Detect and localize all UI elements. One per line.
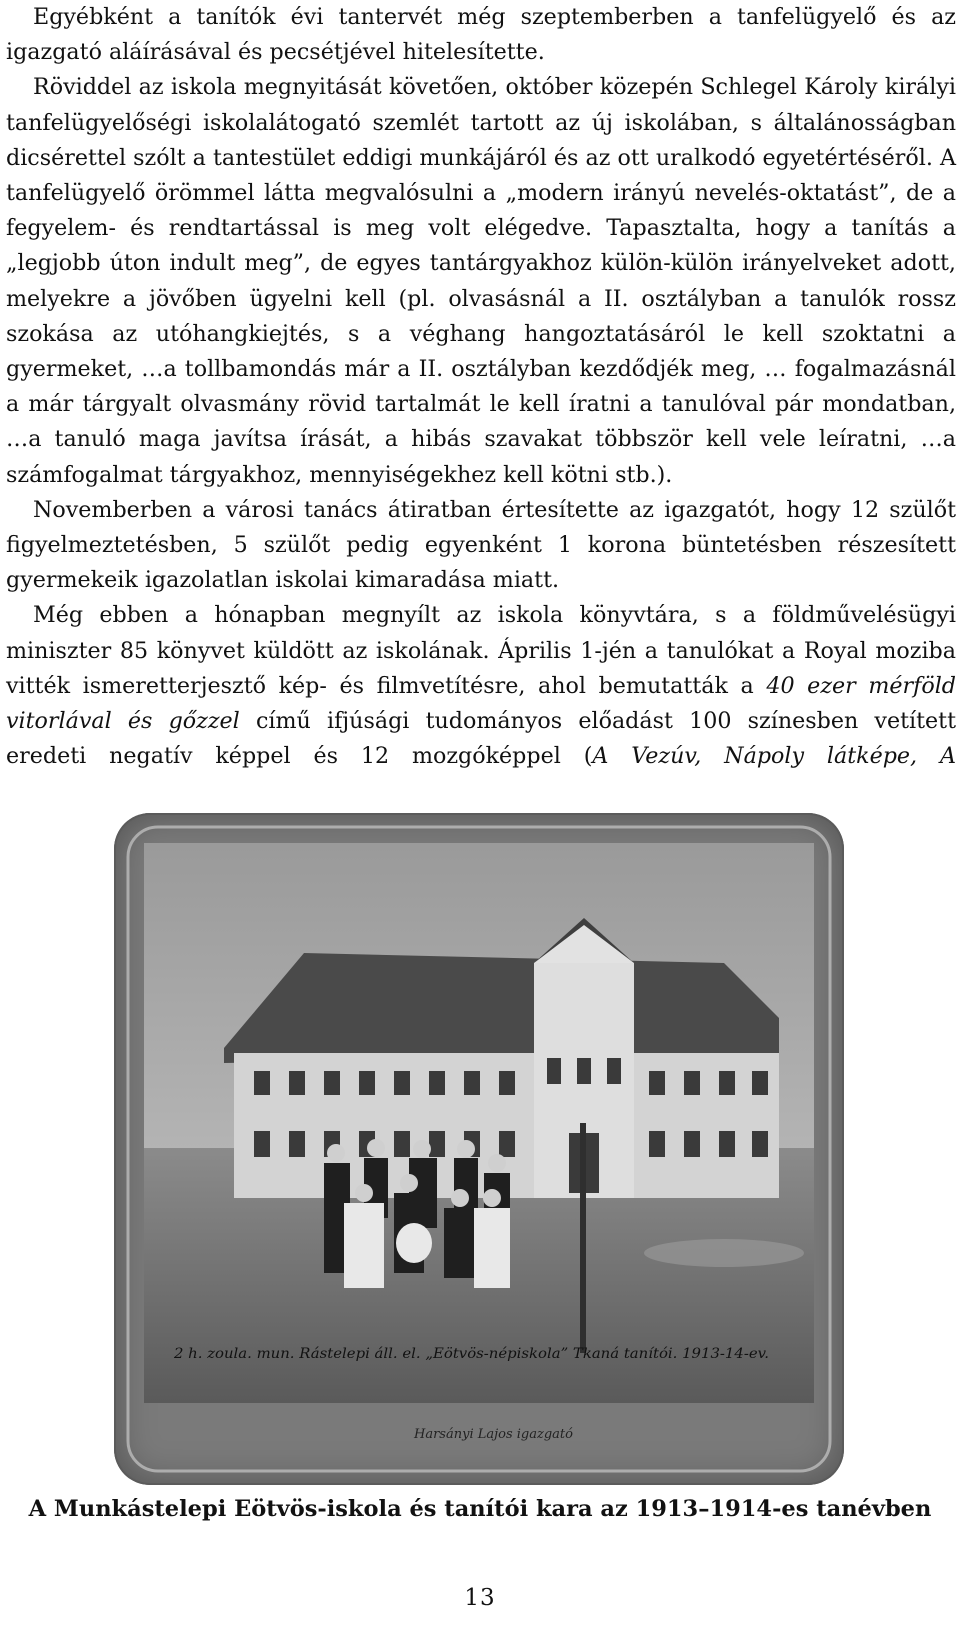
page-number: 13 (464, 1585, 496, 1611)
body-text (6, 0, 956, 774)
paragraph-2-segment: Röviddel az iskola megnyitását követően, október közepén Schlegel Károly királyi tanfelügyelőségi iskolalátogató szemlét tartott az új iskolában, s általánosságban dicsérettel szólt a tantestület eddigi munkájáról és az ott uralkodó egyetértéséről. A tanfelügyelő örömmel látta megvalósulni a „modern irányú nevelés-oktatást”, de a fegyelem- és rendtartással is meg volt elégedve. Tapasztalta, hogy a tanítás a „legjobb úton indult meg”, de egyes tantárgyakhoz külön-külön irányelveket adott, melyekre a jövőben ügyelni kell (pl. olvasásnál a II. osztályban a tanulók rossz szokása az utóhangkiejtés, s a véghang hangoztatásáról le kell szoktatni a gyermeket, …a tollbamondás már a II. osztályban kezdődjék meg, … fogalmazásnál a már tárgyalt olvasmány rövid tartalmát le kell íratni a tanulóval pár mondatban, …a tanuló maga javítsa írását, a hibás szavakat többször kell vele leíratni, …a számfogalmat tárgyakhoz, mennyiségekhez kell kötni stb.). (6, 74, 956, 488)
school-photograph (114, 813, 844, 1485)
paragraph-3 (6, 493, 956, 599)
paragraph-1 (6, 0, 956, 70)
paragraph-4-segment: című ifjúsági tudományos előadást 100 színesben vetített eredeti negatív képpel és 12 mozgóképpel ( (6, 708, 956, 770)
photograph-drawing (114, 813, 844, 1485)
paragraph-2 (6, 70, 956, 492)
photo-signature: Harsányi Lajos igazgató (414, 1427, 573, 1442)
photo-inscription: 2 h. zoula. mun. Rástelepi áll. el. „Eötvös-népiskola” Tkaná tanítói. 1913-14-ev. (172, 1346, 769, 1362)
paragraph-3-segment: Novemberben a városi tanács átiratban értesítette az igazgatót, hogy 12 szülőt figyelmeztetésben, 5 szülőt pedig egyenként 1 korona büntetésben részesített gyermekeik igazolatlan iskolai kimaradása miatt. (6, 496, 956, 594)
paragraph-1-segment: Egyébként a tanítók évi tantervét még szeptemberben a tanfelügyelő és az igazgató aláírásával és pecsétjével hitelesítette. (6, 4, 956, 66)
school-roof (224, 953, 779, 1063)
paragraph-4-segment: 40 ezer mérföld vitorlával és gőzzel (6, 672, 956, 735)
paragraph-4 (6, 598, 956, 774)
figure-caption: A Munkástelepi Eötvös-iskola és tanítói kara az 1913–1914-es tanévben (28, 1496, 932, 1522)
paragraph-4-segment: A Vezúv, Nápoly látképe, A (592, 743, 957, 770)
paragraph-4-segment: Még ebben a hónapban megnyílt az iskola könyvtára, s a földművelésügyi miniszter 85 könyvet küldött az iskolának. Április 1-jén a tanulókat a Royal moziba vitték ismeretterjesztő kép- és filmvetítésre, ahol bemutatták a (6, 602, 956, 699)
